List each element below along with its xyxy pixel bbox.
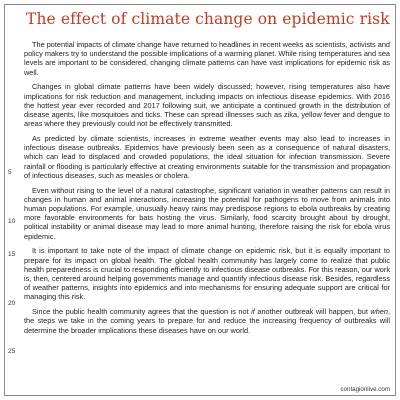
article-title: The effect of climate change on epidemic risk	[26, 10, 390, 28]
line-number-5: 5	[8, 169, 12, 176]
paragraph-2: Changes in global climate patterns have been widely discussed; however, rising temperatures also have implications for risk reduction and management, including impacts on infectious disease epidemics. With 2016 the hottest year ever recorded and 2017 following suit, we anticipate a continued growth in the distribution of disease agents, like mosquitoes and ticks. These can spread illnesses such as zika, yellow fever and dengue to areas where they previously could not be effectively transmitted.	[24, 82, 390, 129]
line-number-25: 25	[8, 348, 16, 355]
paragraph-6-part-3: , the steps we take in the coming years to prepare for and reduce the increasing frequency of outbreaks will determine the broader implications these diseases have on our world.	[24, 307, 390, 335]
line-number-15: 15	[8, 251, 16, 258]
article-body	[24, 40, 390, 340]
paragraph-3: As predicted by climate scientists, increases in extreme weather events may also lead to increases in infectious disease outbreaks. Epidemics have previously been seen as a consequence of natural disasters, which can lead to displaced and crowded populations, the ideal situation for infection transmission. Severe rainfall or flooding is particularly effective at creating environments suitable for the transmission and propagation of infectious diseases, such as measles or cholera.	[24, 134, 390, 180]
emphasis-when: when	[370, 307, 388, 317]
paragraph-6	[24, 307, 390, 335]
paragraph-5: It is important to take note of the impact of climate change on epidemic risk, but it is equally important to prepare for its impact on global health. The global health community has largely come to realize that public health preparedness is crucial to responding efficiently to infectious disease outbreaks. For this reason, our work is, then, centered around helping governments manage and quantify infectious disease risk. Besides, regardless of weather patterns, insights into epidemics and into mechanisms for ensuring adequate support are critical for managing this risk.	[24, 246, 390, 302]
line-number-20: 20	[8, 300, 16, 307]
paragraph-6-part-1: Since the public health community agrees that the question is not	[32, 307, 252, 317]
paragraph-1: The potential impacts of climate change have returned to headlines in recent weeks as scientists, activists and policy makers try to understand the possible implications of a warming planet. While rising temperatures and sea levels are important to be considered, changing climate patterns can have vast implications for epidemic risk as well.	[24, 40, 390, 77]
source-credit: contagionlive.com	[340, 386, 390, 393]
paragraph-4: Even without rising to the level of a natural catastrophe, significant variation in weather patterns can result in changes in human and animal interactions, increasing the potential for pathogens to move from animals into human populations. For example, unusually heavy rains may predispose regions to ebola outbreaks by creating more favorable environments for bats hosting the virus. Similarly, food scarcity brought about by drought, political instability or animal disease may lead to more animal hunting, therefore raising the risk for ebola virus epidemic.	[24, 185, 390, 241]
paragraph-6-part-2: another outbreak will happen, but	[254, 307, 371, 317]
emphasis-if: if	[251, 307, 255, 317]
line-number-10: 10	[8, 218, 16, 225]
